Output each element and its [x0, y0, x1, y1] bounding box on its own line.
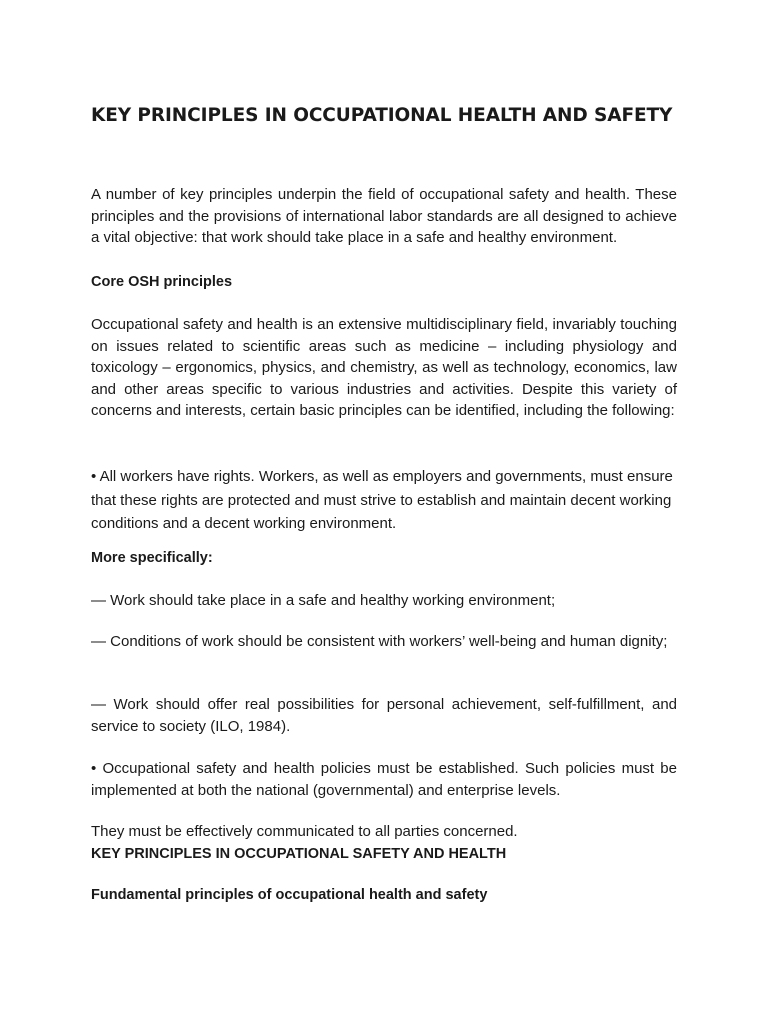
policies-bullet: • Occupational safety and health policies must be established. Such policies must be implemented at both the national (governmental) and enterprise levels.: [91, 760, 677, 799]
workers-rights-bullet: • All workers have rights. Workers, as well as employers and governments, must ensure that these rights are protected and must strive to establish and maintain decent working conditions and a decent working environment.: [91, 468, 673, 532]
more-specifically-heading: More specifically:: [91, 550, 213, 566]
fundamental-principles-heading: Fundamental principles of occupational health and safety: [91, 887, 488, 903]
dash-item-possibilities: — Work should offer real possibilities for personal achievement, self-fulfillment, and service to society (ILO, 1984).: [91, 696, 677, 735]
core-osh-paragraph: Occupational safety and health is an extensive multidisciplinary field, invariably touching on issues related to scientific areas such as medicine – including physiology and toxicology – ergonomics, physics, and chemistry, as well as technology, economics, law and other areas specific to various industries and activities. Despite this variety of concerns and interests, certain basic principles can be identified, including the following:: [91, 316, 677, 420]
dash-item-safe-environment: — Work should take place in a safe and healthy working environment;: [91, 592, 556, 609]
intro-paragraph: A number of key principles underpin the field of occupational safety and health. These principles and the provisions of international labor standards are all designed to achieve a vital objective: that work should take place in a safe and healthy environment.: [91, 186, 677, 247]
document-title: KEY PRINCIPLES IN OCCUPATIONAL HEALTH AND SAFETY: [91, 105, 673, 126]
communicated-paragraph: They must be effectively communicated to all parties concerned.: [91, 823, 518, 840]
dash-item-conditions: — Conditions of work should be consistent with workers’ well-being and human dignity;: [91, 633, 668, 650]
core-osh-heading: Core OSH principles: [91, 274, 233, 290]
section-heading: KEY PRINCIPLES IN OCCUPATIONAL SAFETY AND HEALTH: [91, 846, 507, 862]
